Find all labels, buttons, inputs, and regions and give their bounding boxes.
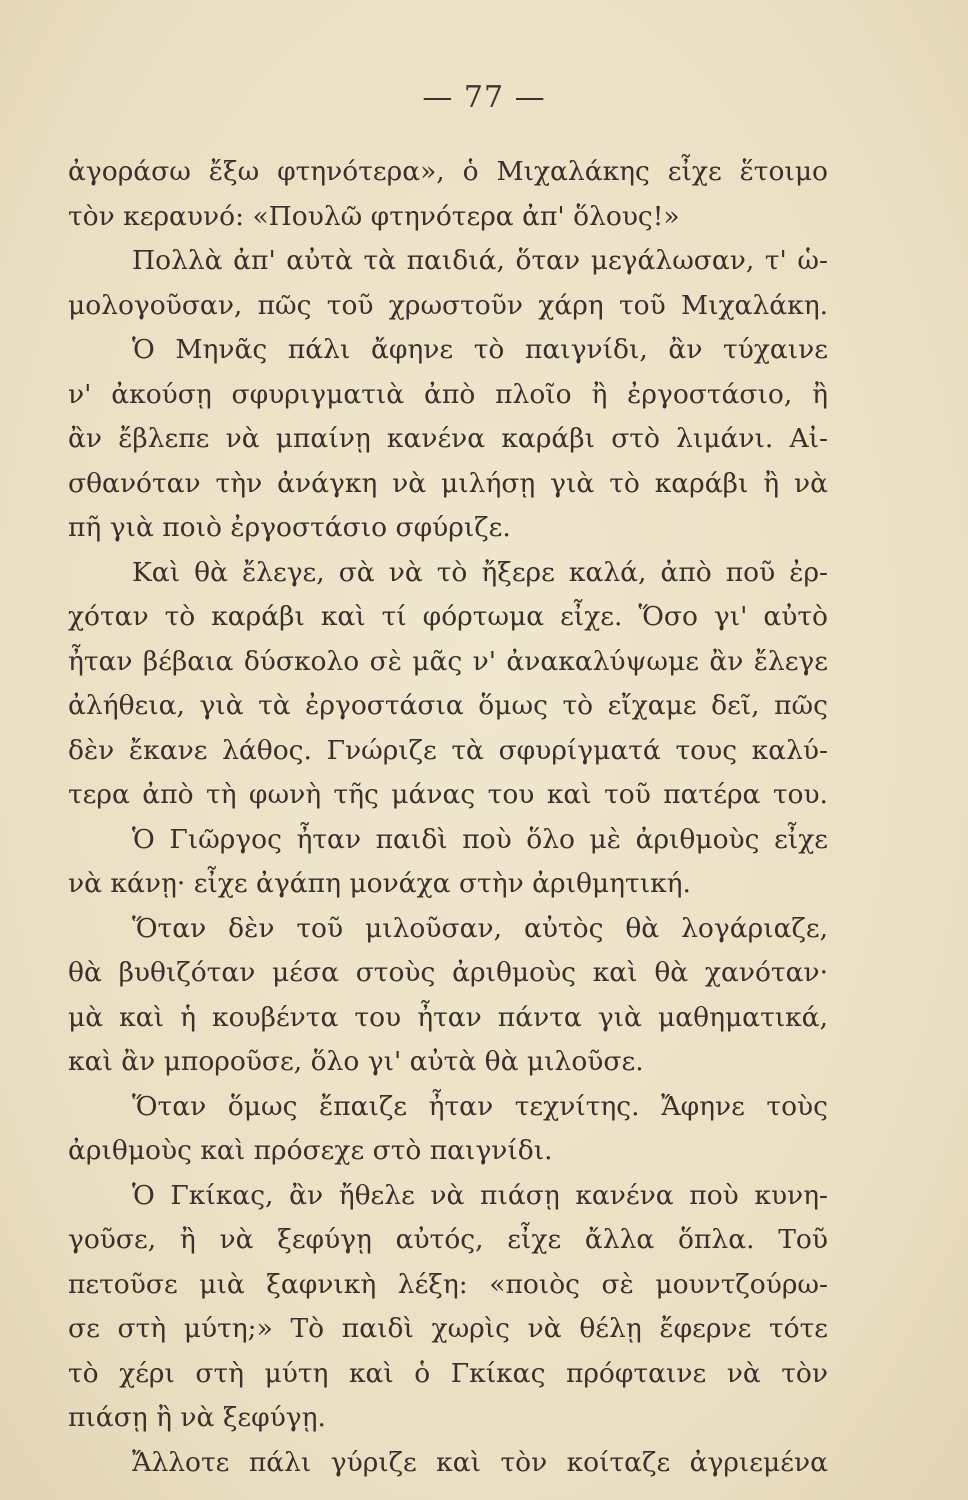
text-line: Ὅταν δὲν τοῦ μιλοῦσαν, αὐτὸς θὰ λογάριαζε, <box>132 912 828 944</box>
text-line: μὰ καὶ ἡ κουβέντα του ἦταν πάντα γιὰ μαθηματικά, <box>68 1001 828 1033</box>
text-line: δὲν ἔκανε λάθος. Γνώριζε τὰ σφυρίγματά τους καλύ- <box>68 734 828 766</box>
page-number: — 77 — <box>422 80 546 115</box>
text-line: πῆ γιὰ ποιὸ ἐργοστάσιο σφύριζε. <box>68 512 511 543</box>
text-line: τὸ χέρι στὴ μύτη καὶ ὁ Γκίκας πρόφταινε νὰ τὸν <box>68 1357 828 1389</box>
text-line: Ὁ Μηνᾶς πάλι ἄφηνε τὸ παιγνίδι, ἂν τύχαινε <box>132 334 828 365</box>
text-line: θὰ βυθιζόταν μέσα στοὺς ἀριθμοὺς καὶ θὰ χανόταν· <box>68 957 828 988</box>
text-line: Ὁ Γιῶργος ἦταν παιδὶ ποὺ ὅλο μὲ ἀριθμοὺς εἶχε <box>132 823 828 855</box>
text-line: καὶ ἂν μποροῦσε, ὅλο γι' αὐτὰ θὰ μιλοῦσε. <box>68 1046 644 1077</box>
text-line: νὰ κάνῃ· εἶχε ἀγάπη μονάχα στὴν ἀριθμητική. <box>68 868 691 899</box>
text-line: Ὁ Γκίκας, ἂν ἤθελε νὰ πιάσῃ κανένα ποὺ κυνη- <box>132 1179 828 1211</box>
text-line: ν' ἀκούσῃ σφυριγματιὰ ἀπὸ πλοῖο ἢ ἐργοστάσιο, ἢ <box>68 378 828 410</box>
text-line: τερα ἀπὸ τὴ φωνὴ τῆς μάνας του καὶ τοῦ πατέρα του. <box>68 779 828 810</box>
text-line: ἀγοράσω ἔξω φτηνότερα», ὁ Μιχαλάκης εἶχε ἕτοιμο <box>68 156 828 187</box>
text-line: χόταν τὸ καράβι καὶ τί φόρτωμα εἶχε. Ὅσο γι' αὐτὸ <box>68 601 828 632</box>
text-line: Καὶ θὰ ἔλεγε, σὰ νὰ τὸ ἤξερε καλά, ἀπὸ ποῦ ἐρ- <box>132 556 828 588</box>
text-line: γοῦσε, ἢ νὰ ξεφύγῃ αὐτός, εἶχε ἄλλα ὅπλα. Τοῦ <box>68 1224 828 1255</box>
text-line: ἦταν βέβαια δύσκολο σὲ μᾶς ν' ἀνακαλύψωμε ἂν ἔλεγε <box>68 645 828 677</box>
text-line: πιάσῃ ἢ νὰ ξεφύγῃ. <box>68 1402 326 1433</box>
text-line: ἀλήθεια, γιὰ τὰ ἐργοστάσια ὅμως τὸ εἴχαμε δεῖ, πῶς <box>68 690 828 721</box>
text-line: Πολλὰ ἀπ' αὐτὰ τὰ παιδιά, ὅταν μεγάλωσαν, τ' ὡ- <box>132 245 828 276</box>
text-line: σθανόταν τὴν ἀνάγκη νὰ μιλήσῃ γιὰ τὸ καράβι ἢ νὰ <box>68 467 828 499</box>
text-line: ἂν ἔβλεπε νὰ μπαίνῃ κανένα καράβι στὸ λιμάνι. Αἰ- <box>68 423 828 454</box>
text-line: ἀριθμοὺς καὶ πρόσεχε στὸ παιγνίδι. <box>68 1135 553 1166</box>
body-text <box>68 150 828 1485</box>
text-line: πετοῦσε μιὰ ξαφνικὴ λέξη: «ποιὸς σὲ μουντζούρω- <box>68 1268 828 1300</box>
text-line: Ἄλλοτε πάλι γύριζε καὶ τὸν κοίταζε ἀγριεμένα <box>132 1446 828 1478</box>
text-line: Ὅταν ὅμως ἔπαιζε ἦταν τεχνίτης. Ἄφηνε τοὺς <box>132 1090 828 1122</box>
text-line: σε στὴ μύτη;» Τὸ παιδὶ χωρὶς νὰ θέλῃ ἔφερνε τότε <box>68 1313 828 1344</box>
text-line: τὸν κεραυνό: «Πουλῶ φτηνότερα ἀπ' ὅλους!» <box>68 200 680 232</box>
text-line: μολογοῦσαν, πῶς τοῦ χρωστοῦν χάρη τοῦ Μιχαλάκη. <box>68 289 828 321</box>
